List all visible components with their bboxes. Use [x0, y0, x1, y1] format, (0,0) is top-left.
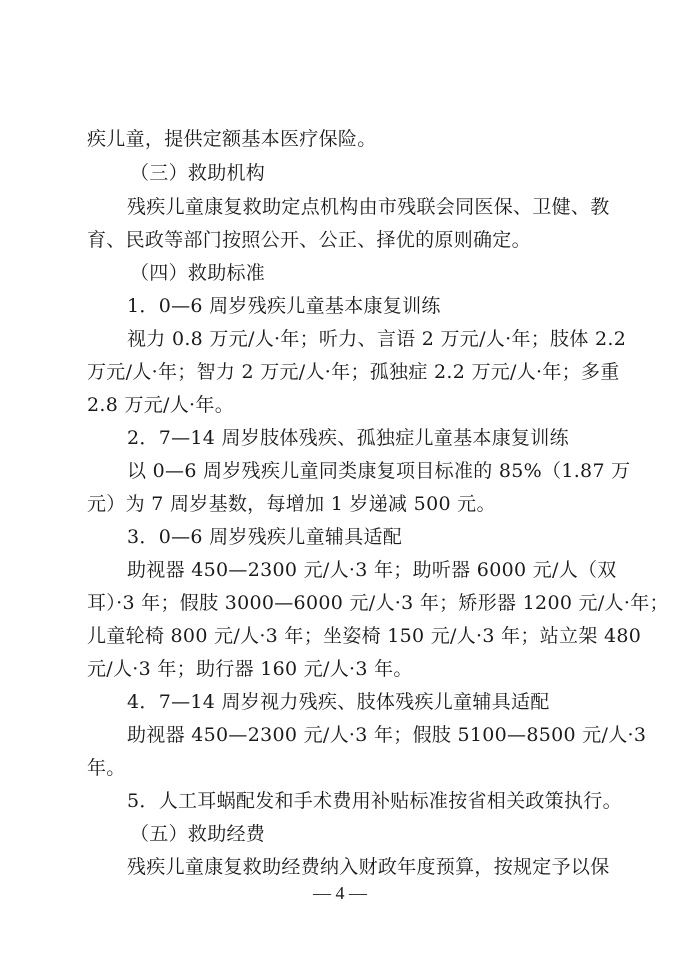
paragraph-line: 助视器 450—2300 元/人·3 年；助听器 6000 元/人（双: [127, 559, 617, 581]
paragraph-line: 耳）·3 年；假肢 3000—6000 元/人·3 年；矫形器 1200 元/人·年；: [87, 592, 669, 614]
subsection-title-2: 2．7—14 周岁肢体残疾、孤独症儿童基本康复训练: [127, 427, 569, 449]
paragraph-line: 育、民政等部门按照公开、公正、择优的原则确定。: [87, 229, 531, 251]
subsection-title-5: 5．人工耳蜗配发和手术费用补贴标准按省相关政策执行。: [127, 790, 622, 812]
subsection-title-3: 3．0—6 周岁残疾儿童辅具适配: [127, 526, 403, 548]
paragraph-line: 元）为 7 周岁基数，每增加 1 岁递减 500 元。: [87, 493, 496, 515]
paragraph-line: 年。: [87, 757, 126, 779]
paragraph-line: 元/人·3 年；助行器 160 元/人·3 年。: [87, 658, 413, 680]
paragraph-line: 视力 0.8 万元/人·年；听力、言语 2 万元/人·年；肢体 2.2: [127, 328, 627, 350]
paragraph-line: 助视器 450—2300 元/人·3 年；假肢 5100—8500 元/人·3: [127, 724, 647, 746]
paragraph-line: 儿童轮椅 800 元/人·3 年；坐姿椅 150 元/人·3 年；站立架 480: [87, 625, 642, 647]
paragraph-line: 残疾儿童康复救助经费纳入财政年度预算，按规定予以保: [127, 856, 610, 878]
paragraph-line: 以 0—6 周岁残疾儿童同类康复项目标准的 85%（1.87 万: [127, 460, 631, 482]
subsection-title-4: 4．7—14 周岁视力残疾、肢体残疾儿童辅具适配: [127, 691, 550, 713]
paragraph-line: 残疾儿童康复救助定点机构由市残联会同医保、卫健、教: [127, 196, 610, 218]
paragraph-line: 疾儿童，提供定额基本医疗保险。: [87, 128, 377, 150]
paragraph-line: 2.8 万元/人·年。: [87, 394, 234, 416]
subsection-title-1: 1．0—6 周岁残疾儿童基本康复训练: [127, 295, 441, 317]
page-number: — 4 —: [313, 883, 367, 903]
section-heading-4: （四）救助标准: [130, 262, 266, 284]
section-heading-3: （三）救助机构: [130, 162, 266, 184]
paragraph-line: 万元/人·年；智力 2 万元/人·年；孤独症 2.2 万元/人·年；多重: [87, 361, 620, 383]
section-heading-5: （五）救助经费: [130, 823, 266, 845]
